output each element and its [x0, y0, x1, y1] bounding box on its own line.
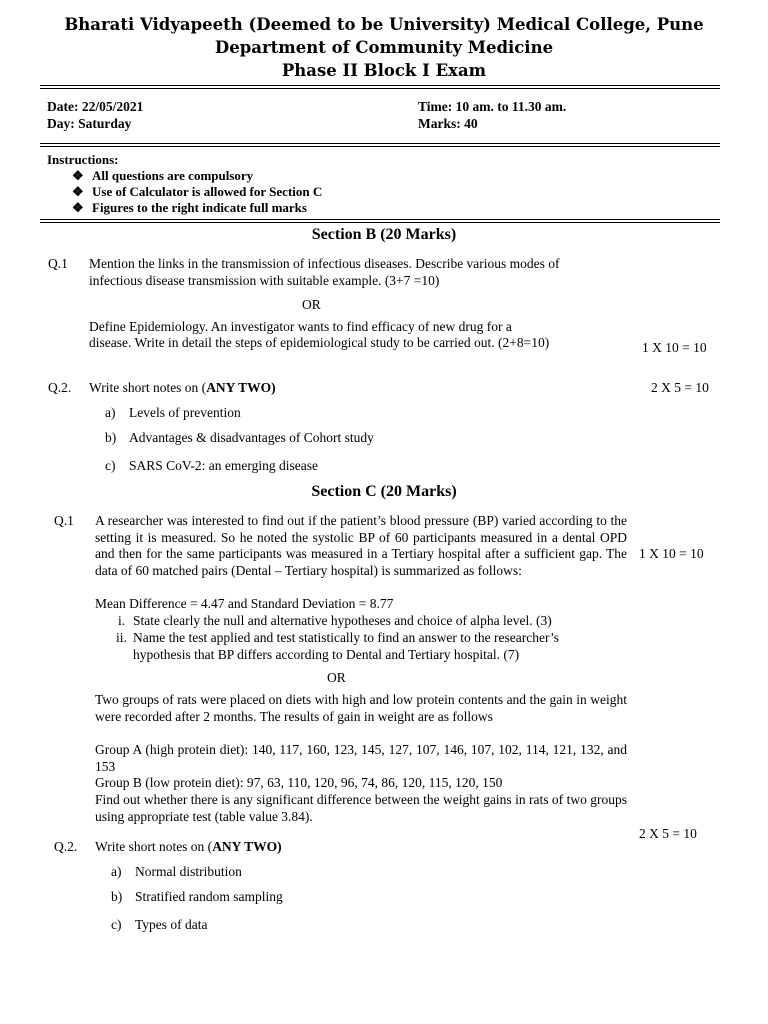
section-b-title: Section B (20 Marks) — [311, 226, 457, 243]
exam-marks: Marks: 40 — [418, 116, 478, 131]
section-c-q1-group-b: Group B (low protein diet): 97, 63, 110, 120, 96, 74, 86, 120, 115, 120, 150 — [95, 775, 503, 790]
diamond-bullet-icon: ❖ — [72, 168, 84, 183]
section-b-q2-number: Q.2. — [48, 380, 72, 395]
section-b-q1-alt-line1: Define Epidemiology. An investigator wants to find efficacy of new drug for a — [89, 319, 512, 334]
instructions-rule-bottom — [40, 222, 720, 223]
section-b-q1-marks: 1 X 10 = 10 — [642, 340, 707, 355]
diamond-bullet-icon: ❖ — [72, 184, 84, 199]
department-name: Department of Community Medicine — [214, 38, 554, 57]
section-c-q2-option: b) Stratified random sampling — [111, 889, 283, 904]
section-c-q1-stats: Mean Difference = 4.47 and Standard Deviation = 8.77 — [95, 596, 394, 611]
instruction-item: ❖ All questions are compulsory — [72, 168, 254, 183]
section-c-q2-number: Q.2. — [54, 839, 78, 854]
section-c-q1-number: Q.1 — [54, 513, 74, 528]
instruction-item: ❖ Use of Calculator is allowed for Section C — [72, 184, 323, 199]
section-c-q1-find: Find out whether there is any significant difference between the weight gains in rats of two groups using appropriate test (table value 3.84). — [95, 792, 627, 824]
section-c-q1-alt-paragraph: Two groups of rats were placed on diets with high and low protein contents and the gain in weight were recorded after 2 months. The results of gain in weight are as follows — [95, 692, 627, 724]
section-c-q2-option: c) Types of data — [111, 917, 208, 932]
exam-time: Time: 10 am. to 11.30 am. — [418, 99, 567, 114]
exam-day: Day: Saturday — [47, 116, 132, 131]
section-c-q2-prompt: Write short notes on (ANY TWO) — [95, 839, 282, 854]
section-b-q2-marks: 2 X 5 = 10 — [651, 380, 709, 395]
section-b-q1-number: Q.1 — [48, 256, 68, 271]
exam-date: Date: 22/05/2021 — [47, 99, 144, 114]
exam-title: Phase II Block I Exam — [281, 61, 487, 80]
section-b-q1-line1: Mention the links in the transmission of infectious diseases. Describe various modes of — [89, 256, 560, 271]
header-rule-top — [40, 85, 720, 86]
instructions-rule-top — [40, 219, 720, 220]
section-c-q1-paragraph: A researcher was interested to find out if the patient’s blood pressure (BP) varied according to the setting it is measured. So he noted the systolic BP of 60 participants measured in a dental OPD and then for the same participants was measured in a Tertiary hospital after a sufficient gap. The data of 60 matched pairs (Dental – Tertiary hospital) is summarized as follows: — [95, 513, 627, 578]
header-rule-bottom — [40, 88, 720, 89]
section-c-q1-sub1-number: i. — [118, 613, 126, 628]
section-b-q1-or: OR — [302, 297, 321, 312]
meta-rule-top — [40, 143, 720, 144]
section-c-q1-group-a: Group A (high protein diet): 140, 117, 160, 123, 145, 127, 107, 146, 107, 102, 114, 121, 132, and 153 — [95, 742, 627, 774]
section-b-q2-option: a) Levels of prevention — [105, 405, 241, 420]
diamond-bullet-icon: ❖ — [72, 200, 84, 215]
instruction-item: ❖ Figures to the right indicate full marks — [72, 200, 307, 215]
section-c-q1-sub2-line1: Name the test applied and test statistically to find an answer to the researcher’s — [133, 630, 559, 645]
college-name: Bharati Vidyapeeth (Deemed to be University) Medical College, Pune — [64, 15, 704, 34]
section-c-q1-sub1: State clearly the null and alternative hypotheses and choice of alpha level. (3) — [133, 613, 552, 628]
section-b-q1-line2: infectious disease transmission with suitable example. (3+7 =10) — [89, 273, 440, 288]
section-c-q2-marks: 2 X 5 = 10 — [639, 826, 697, 841]
section-c-q1-sub2-line2: hypothesis that BP differs according to Dental and Tertiary hospital. (7) — [133, 647, 520, 662]
section-c-title: Section C (20 Marks) — [311, 483, 457, 500]
section-b-q2-prompt: Write short notes on (ANY TWO) — [89, 380, 276, 395]
meta-rule-bottom — [40, 146, 720, 147]
section-b-q2-option: b) Advantages & disadvantages of Cohort study — [105, 430, 374, 445]
section-c-q1-marks: 1 X 10 = 10 — [639, 546, 704, 561]
section-c-q1-or: OR — [327, 670, 346, 685]
section-b-q1-alt-line2: disease. Write in detail the steps of epidemiological study to be carried out. (2+8=10) — [89, 335, 550, 350]
section-c-q1-sub2-number: ii. — [116, 630, 127, 645]
section-b-q2-option: c) SARS CoV-2: an emerging disease — [105, 458, 318, 473]
section-c-q2-option: a) Normal distribution — [111, 864, 242, 879]
instructions-title: Instructions: — [47, 152, 119, 167]
